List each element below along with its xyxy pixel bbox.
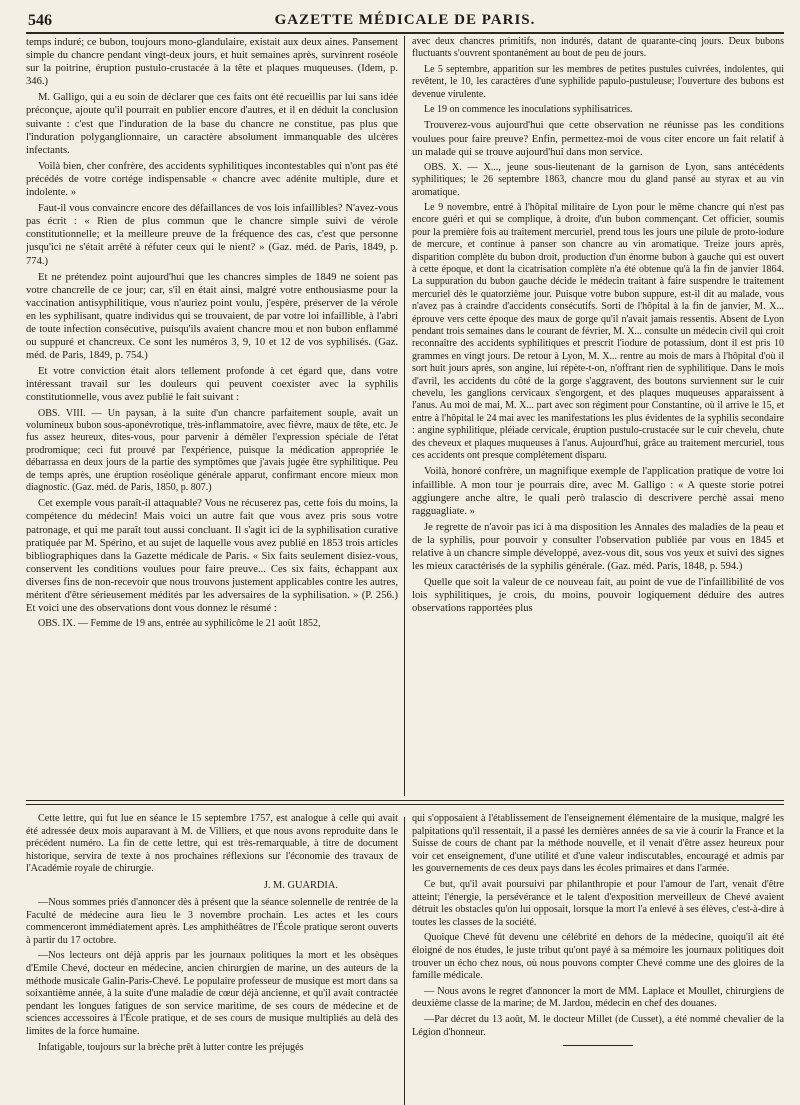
article-section (26, 36, 784, 796)
paragraph: Voilà bien, cher confrère, des accidents syphilitiques incontestables qui n'ont pas été précédés de votre cortége indispensable « chancre avec adénite multiple, dure et indolente. » (26, 160, 398, 199)
paragraph: Voilà, honoré confrère, un magnifique exemple de l'application pratique de votre loi infaillible. A mon tour je pourrais dire, avec M. Galligo : « A queste storie potrei aggiungere anche altre, le quali però tralascio di descrivere perchè assai meno ragguagliate. » (412, 466, 784, 517)
observation-paragraph: OBS. IX. — Femme de 19 ans, entrée au syphilicôme le 21 août 1852, (38, 618, 321, 630)
paragraph: Cet exemple vous paraît-il attaquable? Vous ne récuserez pas, cette fois du moins, la compétence du médecin! Mais voici un autre fait que vous avez pris sous votre patronage, et qui me paraît tout aussi concluant. Il s'agit ici de la syphilisation curative pratiquée par M. Spérino, et au sujet de laquelle vous avez publié en 1853 trois articles bibliographiques dans la Gazette médicale de Paris. « Six faits seulement disiez-vous, conservent les conditions voulues pour faire preuve... Ces six faits, échappant aux diverses fins de non-recevoir que nous trouvons justement applicables contre les autres, méritent d'être sérieusement médités par les adversaires de la syphilisation. » (P. 256.) Et voici une des observations dont vous donnez le résumé : (26, 498, 398, 615)
paragraph: Et votre conviction était alors tellement profonde à cet égard que, dans votre intéressant travail sur les douleurs qui peuvent coexister avec la syphilis constitutionnelle, vous avez publié le fait suivant : (26, 366, 398, 404)
observation-paragraph: OBS. X. — X..., jeune sous-lieutenant de la garnison de Lyon, sans antécédents syphilitiques; le 26 septembre 1863, chancre mou du gland pansé au styrax et au vin aromatique. (412, 161, 784, 198)
news-item: — Nous avons le regret d'annoncer la mort de MM. Laplace et Moullet, chirurgiens de deuxième classe de la marine; de M. Jardou, médecin en chef des douanes. (412, 985, 784, 1010)
news-item: —Par décret du 13 août, M. le docteur Millet (de Cusset), a été nommé chevalier de la Légion d'honneur. (412, 1013, 784, 1038)
column-divider (404, 817, 405, 1105)
journal-title: GAZETTE MÉDICALE DE PARIS. (274, 12, 536, 28)
news-column-left (26, 813, 398, 1105)
paragraph: M. Galligo, qui a eu soin de déclarer que ces faits ont été recueillis par lui sans idée préconçue, ajoute qu'il pourrait en publier encore d'autres, et il en déduit la conclusion suivante : c'est que l'induration de la base du chancre ne constitue, pas plus que l'induration polyganglionnaire, un caractère absolument immanquable des ulcères infectants. (26, 92, 398, 156)
author-signature: J. M. GUARDIA. (263, 879, 338, 891)
observation-paragraph: Le 5 septembre, apparition sur les membres de petites pustules cuivrées, indolentes, qui revêtent, le 10, les caractères d'une syphilide papulo-pustuleuse; l'ouverture des bubons est devenue virulente. (412, 63, 784, 100)
paragraph: Quelle que soit la valeur de ce nouveau fait, au point de vue de l'infaillibilité de vos lois syphilitiques, je crois, du moins, pouvoir logiquement déduire des autres observations rapportées plus (412, 577, 784, 615)
page-header (26, 4, 784, 34)
paragraph: Cette lettre, qui fut lue en séance le 15 septembre 1757, est analogue à celle qui avait été adressée deux mois auparavant à M. de Villiers, et que nous avons reproduite dans le précédent numéro. La fin de cette lettre, qui est très-remarquable, à titre de document historique, servira de texte à nos prochaines réflexions sur l'économie des travaux de l'Académie royale de chirurgie. (26, 813, 398, 875)
paragraph: qui s'opposaient à l'établissement de l'enseignement élémentaire de la musique, malgré les palpitations qu'il ressentait, il a passé les dernières années de sa vie à courir la France et la Suisse de cours de chant par la méthode nouvelle, et il venait d'être assez heureux pour voir cet enseignement, d'une utilité et d'une valeur indiscutables, encouragé et admis par les gouvernements de ces deux pays dans les écoles primaires et dans l'armée. (412, 813, 784, 875)
paragraph: Quoique Chevé fût devenu une célébrité en dehors de la médecine, quoiqu'il ait été éloigné de nos études, le juste tribut qu'ont payé à sa mémoire les journaux politiques doit trouver un écho chez nous, où nous pouvons compter Chevé comme une des gloires de la famille médicale. (412, 932, 784, 982)
news-item: —Nous sommes priés d'annoncer dès à présent que la séance solennelle de rentrée de la Faculté de médecine aura lieu le 3 novembre prochain. Les actes et les cours commenceront immédiatement après. Les amphithéâtres de l'École pratique seront ouverts à partir du 17 octobre. (26, 896, 398, 946)
paragraph: Ce but, qu'il avait poursuivi par philanthropie et pour l'amour de l'art, venait d'être atteint; l'énergie, la persévérance et le talent d'exposition merveilleux de Chevé avaient détruit les obstacles qu'on lui opposait, lorsque la mort l'a enlevé à ses élèves, c'est-à-dire à toutes les classes de la société. (412, 878, 784, 928)
page-number: 546 (28, 12, 52, 29)
observation-paragraph: OBS. VIII. — Un paysan, à la suite d'un chancre parfaitement souple, avait un volumineux bubon sous-aponévrotique, très-inflammatoire, avec fièvre, maux de tête, etc. Je fus assez heureux, dites-vous, pour parvenir à démêler l'expression spéciale de l'état prodromique; ceci fut prouvé par l'expérience, puisque la médication appropriée le débarrassa en deux jours de la partie des symptômes que j'avais jugée être syphilitique. Peu de temps après, une éruption roséolique générale apparut, confirmant encore mieux mon diagnostic. (Gaz. méd. de Paris, 1850, p. 807.) (26, 407, 398, 493)
observation-paragraph: avec deux chancres primitifs, non indurés, datant de quarante-cinq jours. Deux bubons fluctuants s'ouvrent spontanément au bout de peu de jours. (412, 36, 784, 60)
end-rule (563, 1045, 633, 1046)
paragraph: Je regrette de n'avoir pas ici à ma disposition les Annales des maladies de la peau et de la syphilis, pour pouvoir y consulter l'observation publiée par vous en 1845 et relative à un chancre simple développé, avez-vous dit, sous vos yeux et suivi des signes les mieux caractérisés de la syphilis générale. (Gaz. méd. Paris, 1848, p. 594.) (412, 521, 784, 573)
paragraph: Trouverez-vous aujourd'hui que cette observation ne réunisse pas les conditions voulues pour faire preuve? Enfin, permettez-moi de vous citer encore un fait relatif à un malade qui se trouve aujourd'hui dans mon service. (412, 120, 784, 158)
paragraph: Infatigable, toujours sur la brèche prêt à lutter contre les préjugés (38, 1041, 304, 1053)
paragraph: Et ne prétendez point aujourd'hui que les chancres simples de 1849 ne soient pas votre chancrelle de ce jour; car, s'il en était ainsi, malgré votre enthousiasme pour la vaccination antisyphilitique, vous n'auriez point voulu, j'espère, préserver de la vérole en les syphilisant, quatre individus qui se trouvaient, de par votre loi infaillible, à l'abri de toute infection consécutive, puisqu'ils avaient chancre mou et non bubon enflammé ou suppuré et chancreux. Ce sont les numéros 3, 9, 10 et 12 de vos syphilisés. (Gaz. méd. de Paris, 1849, p. 754.) (26, 271, 398, 362)
section-divider (26, 800, 784, 805)
article-column-right (412, 36, 784, 796)
paragraph: Faut-il vous convaincre encore des défaillances de vos lois infaillibles? N'avez-vous pas écrit : « Rien de plus commun que le chancre simple suivi de vérole constitutionnelle; et la meilleure preuve de la fréquence des cas, c'est que personne jusqu'ici ne s'était arrêté à réfuter ceux qui le nient? » (Gaz. méd. de Paris, 1849, p. 774.) (26, 203, 398, 267)
observation-paragraph: Le 19 on commence les inoculations syphilisatrices. (424, 104, 633, 116)
news-column-right (412, 813, 784, 1105)
observation-paragraph: Le 9 novembre, entré à l'hôpital militaire de Lyon pour le même chancre qui n'est pas encore guéri et qui se complique, à droite, d'un bubon commençant. Cet officier, soumis pour la première fois au traitement mercuriel, prend tous les jours une pilule de proto-iodure de mercure, et continue à panser son chancre au vin aromatique. Treize jours après, disparition complète du bubon droit, production d'un énorme bubon à gauche qui est ouvert à cette époque, et dont la cicatrisation complète n'a été obtenue qu'à la fin de janvier 1864. La suppuration du bubon gauche décide le médecin traitant à faire suspendre le traitement mercuriel dès le quatorzième jour. Puisque votre bubon suppure, est-il dit au malade, vous n'avez pas à craindre d'accidents consécutifs. Sorti de l'hôpital à la fin de janvier, M. X... éprouve vers cette époque des maux de gorge qu'il n'avait jamais ressentis. Absent de Lyon pendant trois semaines dans le courant de février, M. X... consulte un médecin civil qui croit reconnaître des accidents syphilitiques et prescrit l'iodure de potassium, dont il est pris 10 grammes en vingt jours. De retour à Lyon, M. X... rentre au mois de mars à l'hôpital d'où il sort huit jours après, son angine, lui répète-t-on, n'offrant rien de syphilitique. Dans le mois d'avril, les accidents du côté de la gorge s'aggravent, des boutons surviennent sur le cuir chevelu, les ganglions cervicaux s'engorgent, et des plaques muqueuses apparaissent à l'anus. Au moi de mai, M. X... part avec son régiment pour Constantine, où il arrive le 15, et entre à l'hôpital le 24 mai avec les manifestations les plus évidentes de la syphilis secondaire : angine syphilitique, pléiade cervicale, éruption pustulo-crustacée sur le cuir chevelu, chute des cheveux et plaques muqueuses à l'anus. Aujourd'hui, grâce au traitement mercuriel, tous ces accidents ont presque complétement disparu. (412, 201, 784, 462)
feuilleton-section (26, 813, 784, 1105)
paragraph: temps induré; ce bubon, toujours mono-glandulaire, existait aux deux aines. Pansement simple du chancre pendant vingt-deux jours, et huit semaines après, survinrent roséole sur la poitrine, éruption pustulo-crustacée à la tête et plaques muqueuses. (Idem, p. 346.) (26, 37, 398, 88)
newspaper-page (26, 4, 784, 1094)
article-column-left (26, 36, 398, 796)
news-item: —Nos lecteurs ont déjà appris par les journaux politiques la mort et les obsèques d'Emile Chevé, docteur en médecine, ancien chirurgien de marine, un des auteurs de la méthode musicale Galin-Paris-Chevé. Le populaire professeur de musique est mort dans sa soixantième année, à la suite d'une maladie de cœur déjà ancienne, et qu'il avait contractée pendant les longues fatigues de son service maritime, de ses cours de médecine et de sciences accessoires à l'École pratique, et de ses cours de musique multipliés au delà des limites de la force humaine. (26, 950, 398, 1037)
column-divider (404, 36, 405, 796)
